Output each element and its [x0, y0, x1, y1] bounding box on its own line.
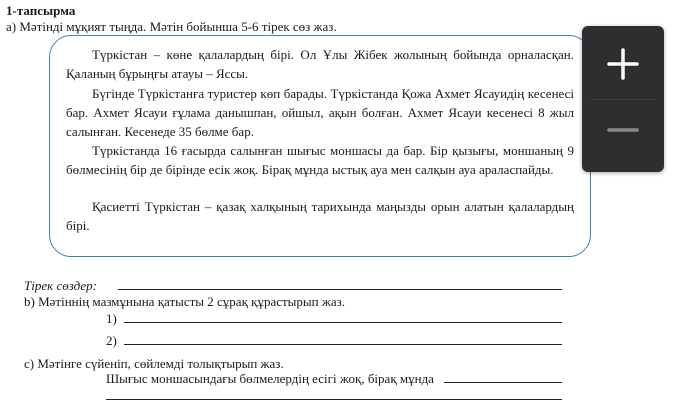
task-title: 1-тапсырма [6, 3, 76, 18]
paragraph-4-text: Қасиетті Түркістан – қазақ халқының тарихында маңызды орын алатын қалалардың бірі. [66, 199, 574, 233]
plus-icon [603, 44, 643, 84]
question-2-answer-line [124, 344, 562, 345]
task-b-instruction: b) Мәтіннің мазмұнына қатысты 2 сұрақ құрастырып жаз. [24, 294, 345, 309]
zoom-in-button[interactable] [582, 34, 664, 94]
minus-icon [603, 110, 643, 150]
zoom-out-button[interactable] [582, 100, 664, 160]
question-1-number: 1) [106, 311, 117, 326]
key-words-label: Тірек сөздер: [24, 278, 97, 293]
question-2-number: 2) [106, 333, 117, 348]
key-words-answer-line [118, 289, 562, 290]
task-a-instruction: а) Мәтінді мұқият тыңда. Мәтін бойынша 5-6 тірек сөз жаз. [6, 19, 337, 34]
zoom-controls [582, 26, 664, 172]
paragraph-2 [66, 84, 574, 141]
question-1-answer-line [124, 322, 562, 323]
paragraph-1-text: Түркістан – көне қалалардың бірі. Ол Ұлы Жібек жолының бойында орналасқан. Қаланың бұрыңғы атауы – Яссы. [66, 47, 574, 81]
paragraph-4 [66, 197, 574, 235]
paragraph-2-text: Бүгінде Түркістанға туристер көп барады. Түркістанда Қожа Ахмет Ясауидің кесенесі бар. Ахмет Ясауи ғұлама данышпан, ойшыл, ақын болған. Ахмет Ясауи кесенесі 8 жыл салынған. Кесенеде 35 бөлме бар. [66, 86, 574, 139]
task-c-instruction: c) Мәтінге сүйеніп, сөйлемді толықтырып жаз. [24, 356, 284, 371]
sentence-to-complete: Шығыс моншасындағы бөлмелердің есігі жоқ, бірақ мұнда [106, 371, 434, 386]
sentence-answer-line-2 [106, 399, 562, 400]
paragraph-3-text: Түркістанда 16 ғасырда салынған шығыс моншасы да бар. Бір қызығы, моншаның 9 бөлмесінің бір де бірінде есік жоқ. Бірақ мұнда ыстық ауа мен салқын ауа араласпайды. [66, 143, 574, 177]
sentence-answer-line [444, 382, 562, 383]
paragraph-3 [66, 141, 574, 179]
paragraph-1 [66, 45, 574, 83]
